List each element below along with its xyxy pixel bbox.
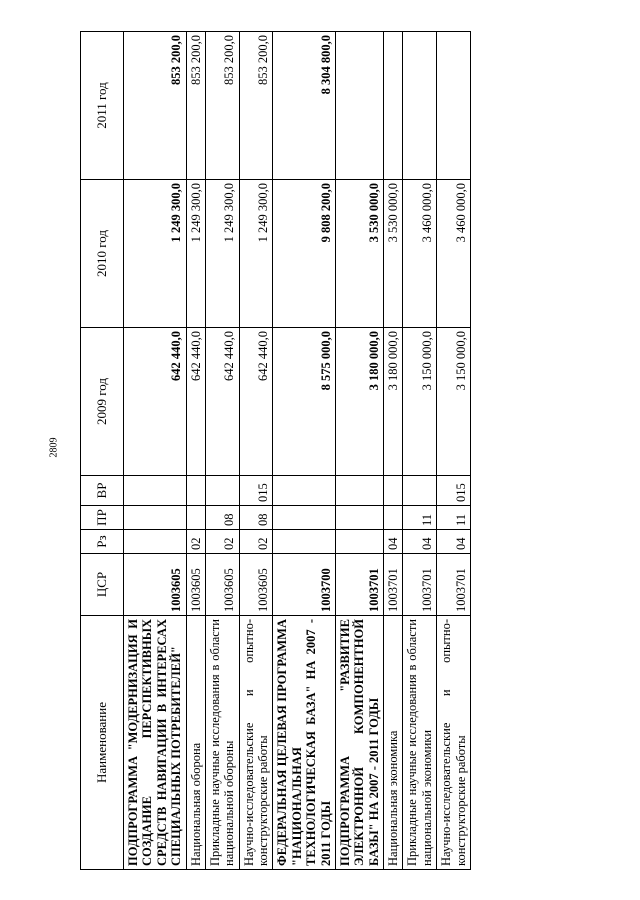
cell-rz: 04 bbox=[437, 530, 471, 554]
cell-rz bbox=[124, 530, 187, 554]
table-row bbox=[205, 32, 239, 870]
page-number: 2809 bbox=[48, 437, 60, 458]
cell-y2011 bbox=[403, 32, 437, 180]
cell-vr bbox=[403, 476, 437, 506]
table-row bbox=[239, 32, 273, 870]
cell-csr: 1003701 bbox=[335, 554, 383, 616]
cell-name: Прикладные научные исследования в области национальной обороны bbox=[205, 616, 239, 870]
cell-y2011: 853 200,0 bbox=[124, 32, 187, 180]
cell-y2011: 853 200,0 bbox=[186, 32, 205, 180]
cell-name: Прикладные научные исследования в области национальной экономики bbox=[403, 616, 437, 870]
cell-rz: 04 bbox=[384, 530, 403, 554]
cell-vr: 015 bbox=[239, 476, 273, 506]
table-row bbox=[335, 32, 383, 870]
cell-y2010: 3 530 000,0 bbox=[384, 180, 403, 328]
cell-name: ПОДПРОГРАММА "РАЗВИТИЕ ЭЛЕКТРОННОЙ КОМПОНЕНТНОЙ БАЗЫ" НА 2007 - 2011 ГОДЫ bbox=[335, 616, 383, 870]
cell-y2009: 642 440,0 bbox=[124, 328, 187, 476]
cell-rz: 02 bbox=[239, 530, 273, 554]
cell-csr: 1003605 bbox=[239, 554, 273, 616]
cell-csr: 1003605 bbox=[124, 554, 187, 616]
cell-y2010: 1 249 300,0 bbox=[186, 180, 205, 328]
table-row bbox=[384, 32, 403, 870]
cell-y2011: 853 200,0 bbox=[239, 32, 273, 180]
cell-y2011 bbox=[335, 32, 383, 180]
cell-name: Национальная экономика bbox=[384, 616, 403, 870]
cell-y2010: 3 460 000,0 bbox=[437, 180, 471, 328]
table-row bbox=[403, 32, 437, 870]
cell-name: ПОДПРОГРАММА "МОДЕРНИЗАЦИЯ И СОЗДАНИЕ ПЕРСПЕКТИВНЫХ СРЕДСТВ НАВИГАЦИИ В ИНТЕРЕСАХ СПЕЦИАЛЬНЫХ ПОТРЕБИТЕЛЕЙ" bbox=[124, 616, 187, 870]
cell-csr: 1003605 bbox=[186, 554, 205, 616]
cell-vr bbox=[273, 476, 336, 506]
cell-y2009: 3 180 000,0 bbox=[335, 328, 383, 476]
cell-name: Национальная оборона bbox=[186, 616, 205, 870]
cell-pr bbox=[384, 506, 403, 530]
header-csr: ЦСР bbox=[81, 554, 124, 616]
cell-pr bbox=[186, 506, 205, 530]
cell-vr bbox=[205, 476, 239, 506]
budget-table-container bbox=[80, 32, 565, 870]
header-2010: 2010 год bbox=[81, 180, 124, 328]
cell-vr bbox=[124, 476, 187, 506]
cell-y2010: 3 460 000,0 bbox=[403, 180, 437, 328]
cell-pr bbox=[273, 506, 336, 530]
cell-vr bbox=[186, 476, 205, 506]
cell-csr: 1003701 bbox=[384, 554, 403, 616]
cell-y2010: 1 249 300,0 bbox=[124, 180, 187, 328]
cell-name: Научно-исследовательские и опытно-конструкторские работы bbox=[437, 616, 471, 870]
cell-pr: 08 bbox=[239, 506, 273, 530]
cell-pr: 11 bbox=[403, 506, 437, 530]
cell-y2010: 9 808 200,0 bbox=[273, 180, 336, 328]
cell-csr: 1003701 bbox=[437, 554, 471, 616]
cell-y2009: 3 150 000,0 bbox=[437, 328, 471, 476]
header-pr: ПР bbox=[81, 506, 124, 530]
cell-name: ФЕДЕРАЛЬНАЯ ЦЕЛЕВАЯ ПРОГРАММА "НАЦИОНАЛЬНАЯ ТЕХНОЛОГИЧЕСКАЯ БАЗА" НА 2007 - 2011 ГОДЫ bbox=[273, 616, 336, 870]
cell-y2009: 8 575 000,0 bbox=[273, 328, 336, 476]
cell-pr: 08 bbox=[205, 506, 239, 530]
cell-y2009: 642 440,0 bbox=[205, 328, 239, 476]
cell-y2010: 1 249 300,0 bbox=[205, 180, 239, 328]
table-row bbox=[186, 32, 205, 870]
cell-y2011: 853 200,0 bbox=[205, 32, 239, 180]
header-rz: Рз bbox=[81, 530, 124, 554]
table-body bbox=[124, 32, 471, 870]
cell-csr: 1003700 bbox=[273, 554, 336, 616]
cell-rz bbox=[335, 530, 383, 554]
cell-rz: 02 bbox=[205, 530, 239, 554]
cell-name: Научно-исследовательские и опытно-конструкторские работы bbox=[239, 616, 273, 870]
cell-y2009: 3 180 000,0 bbox=[384, 328, 403, 476]
header-2009: 2009 год bbox=[81, 328, 124, 476]
cell-y2009: 642 440,0 bbox=[239, 328, 273, 476]
table-row bbox=[124, 32, 187, 870]
cell-y2011: 8 304 800,0 bbox=[273, 32, 336, 180]
table-row bbox=[437, 32, 471, 870]
cell-rz bbox=[273, 530, 336, 554]
header-vr: ВР bbox=[81, 476, 124, 506]
cell-rz: 02 bbox=[186, 530, 205, 554]
cell-pr bbox=[124, 506, 187, 530]
table-header-row bbox=[81, 32, 124, 870]
cell-vr bbox=[335, 476, 383, 506]
cell-y2010: 1 249 300,0 bbox=[239, 180, 273, 328]
cell-csr: 1003701 bbox=[403, 554, 437, 616]
cell-y2009: 3 150 000,0 bbox=[403, 328, 437, 476]
cell-y2011 bbox=[437, 32, 471, 180]
cell-y2011 bbox=[384, 32, 403, 180]
budget-table bbox=[80, 31, 471, 870]
cell-vr bbox=[384, 476, 403, 506]
cell-rz: 04 bbox=[403, 530, 437, 554]
cell-pr bbox=[335, 506, 383, 530]
cell-y2009: 642 440,0 bbox=[186, 328, 205, 476]
cell-y2010: 3 530 000,0 bbox=[335, 180, 383, 328]
header-2011: 2011 год bbox=[81, 32, 124, 180]
table-row bbox=[273, 32, 336, 870]
cell-pr: 11 bbox=[437, 506, 471, 530]
header-name: Наименование bbox=[81, 616, 124, 870]
cell-vr: 015 bbox=[437, 476, 471, 506]
cell-csr: 1003605 bbox=[205, 554, 239, 616]
